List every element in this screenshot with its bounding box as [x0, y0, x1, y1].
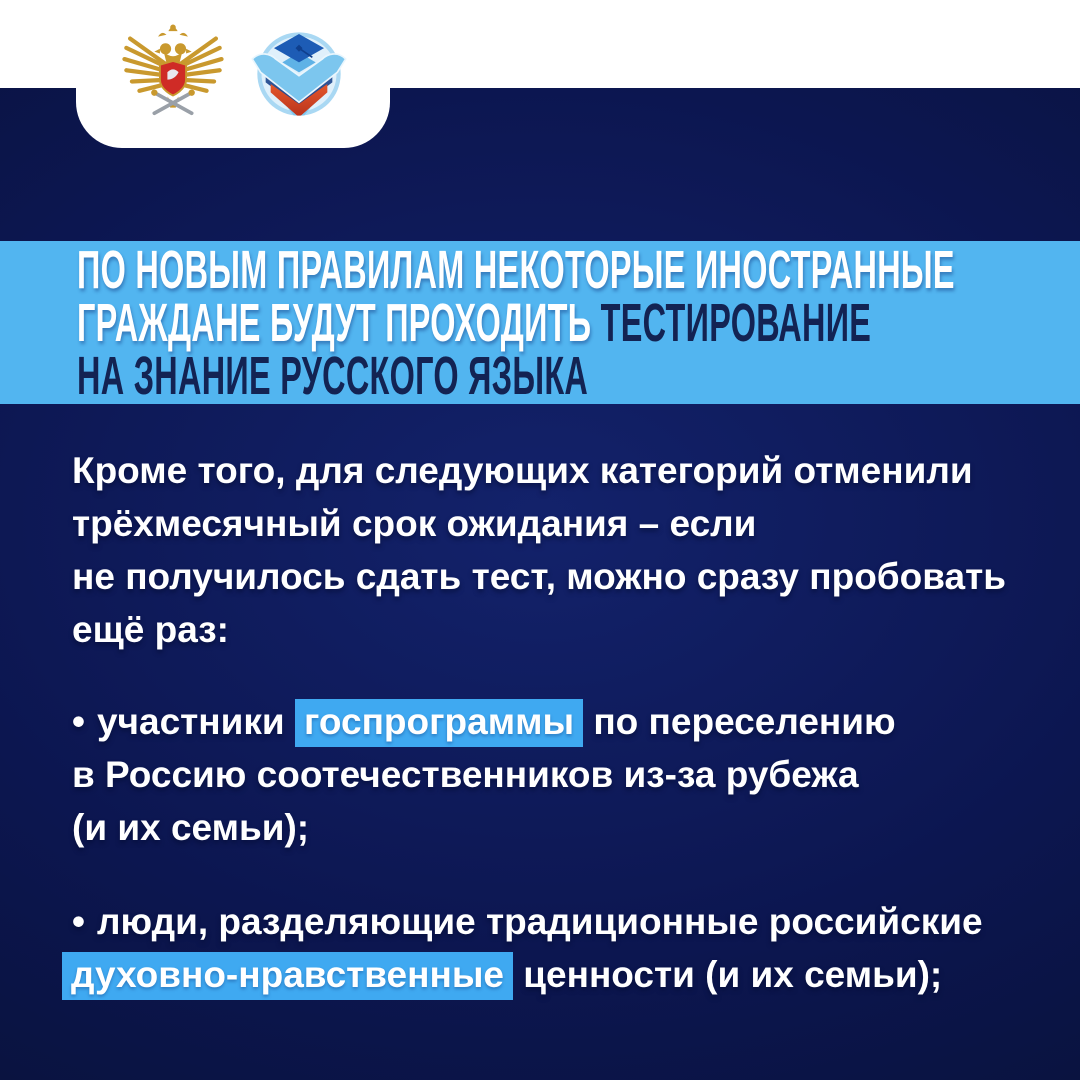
headline-line-2 [77, 293, 872, 353]
bullet-line [72, 695, 1040, 748]
bullet-text: участники [96, 701, 295, 742]
bullet-text: люди, разделяющие традиционные российские [96, 901, 983, 942]
bullet-marker: • [72, 901, 85, 942]
headline-text-accent: НА ЗНАНИЕ РУССКОГО ЯЗЫКА [77, 346, 589, 406]
ministry-eagle-emblem-icon [117, 18, 229, 130]
logo-tab [76, 0, 390, 148]
intro-line: не получилось сдать тест, можно сразу пробовать [72, 556, 1006, 597]
intro-line: Кроме того, для следующих категорий отменили [72, 450, 973, 491]
highlight-gosprogrammy: госпрограммы [295, 699, 583, 747]
bullet-line [72, 948, 1040, 1001]
bullet-marker: • [72, 701, 85, 742]
bullet-text: по переселению [583, 701, 896, 742]
education-round-emblem-icon [249, 24, 349, 124]
intro-line: ещё раз: [72, 609, 229, 650]
headline-text-white: ПО НОВЫМ ПРАВИЛАМ НЕКОТОРЫЕ ИНОСТРАННЫЕ [77, 240, 955, 300]
bullet-line: (и их семьи); [72, 807, 310, 848]
headline-line-1 [77, 240, 955, 300]
headline-text-white: ГРАЖДАНЕ БУДУТ ПРОХОДИТЬ [77, 293, 601, 353]
bullet-line: в Россию соотечественников из-за рубежа [72, 754, 859, 795]
intro-paragraph [72, 444, 1040, 656]
headline-line-3 [77, 346, 679, 406]
bullet-item-values [72, 895, 1040, 1001]
bullet-item-gosprogramma [72, 695, 1040, 854]
headline-text-accent: ТЕСТИРОВАНИЕ [600, 293, 872, 353]
headline-banner [0, 241, 1080, 404]
highlight-duhovno-nravstvennye: духовно-нравственные [62, 952, 513, 1000]
bullet-text: ценности (и их семьи); [513, 954, 943, 995]
intro-line: трёхмесячный срок ожидания – если [72, 503, 757, 544]
bullet-line [72, 895, 1040, 948]
